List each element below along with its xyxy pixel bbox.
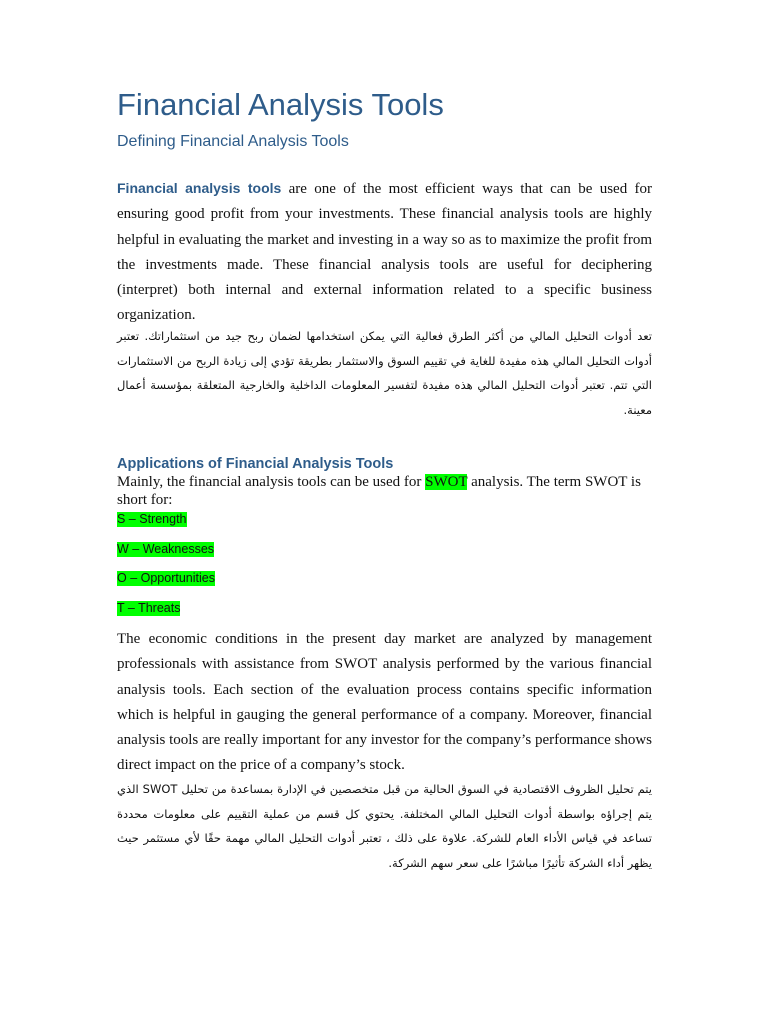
section-heading-applications: Applications of Financial Analysis Tools [117, 456, 394, 472]
swot-intro-after: analysis. The term SWOT is short for: [117, 474, 641, 508]
swot-item-strength: S – Strength [117, 512, 187, 526]
swot-intro-paragraph [117, 474, 652, 509]
economic-paragraph: The economic conditions in the present day market are analyzed by management professionals with assistance from SWOT analysis performed by the various financial analysis tools. Each section of the evaluation process contains specific information which is helpful in gauging the general performance of a company. Moreover, financial analysis tools are really important for any investor for the company’s performance shows direct impact on the price of a company’s stock. [117, 631, 652, 774]
swot-item-opportunities: O – Opportunities [117, 571, 215, 585]
intro-lead-term: Financial analysis tools [117, 180, 282, 196]
section-heading-defining: Defining Financial Analysis Tools [117, 133, 349, 150]
swot-item-threats: T – Threats [117, 601, 181, 615]
economic-arabic-paragraph: يتم تحليل الظروف الاقتصادية في السوق الحالية من قبل متخصصين في الإدارة بمساعدة من تحليل SWOT الذي يتم إجراؤه بواسطة أدوات التحليل المالي المختلفة. يحتوي كل قسم من عملية التقييم على معلومات محددة تساعد في قياس الأداء العام للشركة. علاوة على ذلك ، تعتبر أدوات التحليل المالي مهمة حقًا لأي مستثمر حيث يظهر أداء الشركة تأثيرًا مباشرًا على سعر سهم الشركة. [117, 782, 652, 870]
intro-arabic-paragraph: تعد أدوات التحليل المالي من أكثر الطرق فعالية التي يمكن استخدامها لضمان ربح جيد من استثماراتك. تعتبر أدوات التحليل المالي هذه مفيدة للغاية في تقييم السوق والاستثمار بطريقة تؤدي إلى زيادة الربح من الاستثمارات التي تتم. تعتبر أدوات التحليل المالي هذه مفيدة لتفسير المعلومات الداخلية والخارجية المتعلقة بمؤسسة أعمال معينة. [117, 329, 652, 417]
swot-item-weaknesses: W – Weaknesses [117, 542, 215, 556]
swot-highlight: SWOT [425, 474, 468, 490]
document-title: Financial Analysis Tools [117, 87, 444, 122]
intro-text: are one of the most efficient ways that can be used for ensuring good profit from your investments. These financial analysis tools are highly helpful in evaluating the market and investing in a way so as to maximize the profit from the investments made. These financial analysis tools are useful for deciphering (interpret) both internal and external information related to a specific business organization. [117, 181, 652, 324]
swot-intro-before: Mainly, the financial analysis tools can be used for [117, 474, 426, 490]
intro-paragraph [117, 176, 652, 329]
